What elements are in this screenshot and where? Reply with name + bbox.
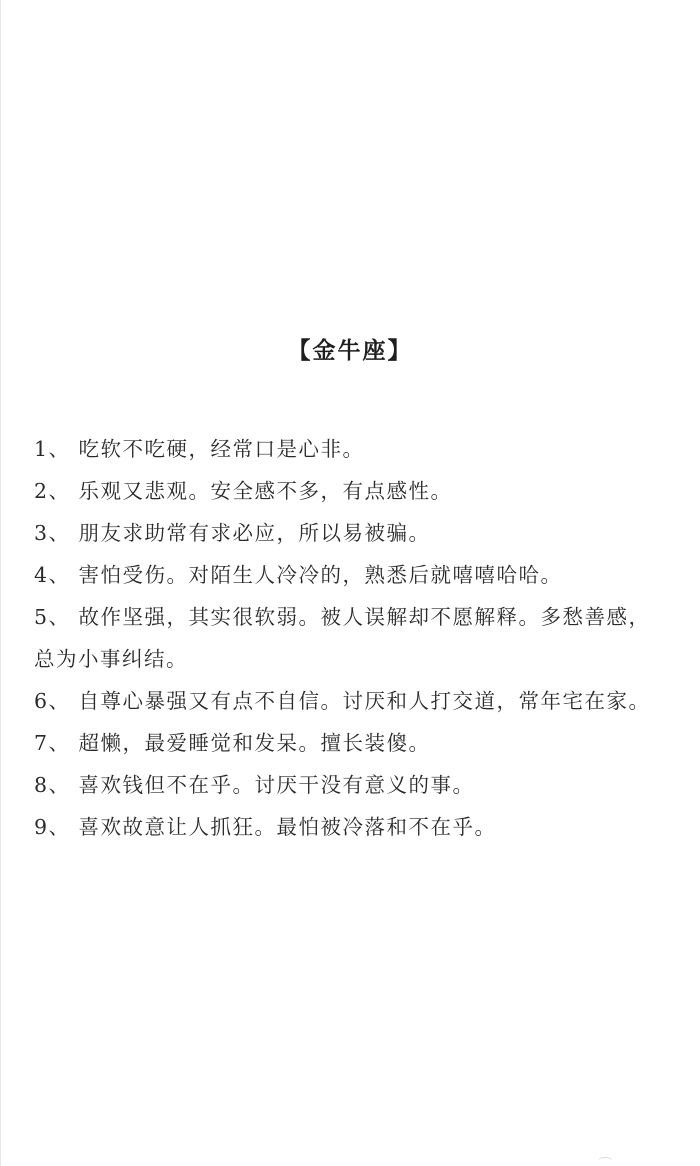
list-item: 7、 超懒，最爱睡觉和发呆。擅长装傻。 bbox=[34, 731, 431, 755]
list-item: 2、 乐观又悲观。安全感不多，有点感性。 bbox=[34, 479, 453, 503]
list-item: 6、 自尊心暴强又有点不自信。讨厌和人打交道，常年宅在家。 bbox=[34, 689, 651, 713]
list-item: 4、 害怕受伤。对陌生人冷冷的，熟悉后就嘻嘻哈哈。 bbox=[34, 563, 563, 587]
page-edge bbox=[0, 0, 1, 1166]
list-item: 1、 吃软不吃硬，经常口是心非。 bbox=[34, 437, 365, 461]
list-item: 9、 喜欢故意让人抓狂。最怕被冷落和不在乎。 bbox=[34, 815, 497, 839]
page-title: 【金牛座】 bbox=[287, 337, 413, 364]
list-item: 8、 喜欢钱但不在乎。讨厌干没有意义的事。 bbox=[34, 773, 475, 797]
list-item: 3、 朋友求助常有求必应，所以易被骗。 bbox=[34, 521, 431, 545]
list-item: 5、 故作坚强，其实很软弱。被人误解却不愿解释。多愁善感，总为小事纠结。 bbox=[34, 605, 651, 671]
trait-list bbox=[34, 428, 664, 848]
watermark-logo bbox=[598, 1157, 612, 1164]
